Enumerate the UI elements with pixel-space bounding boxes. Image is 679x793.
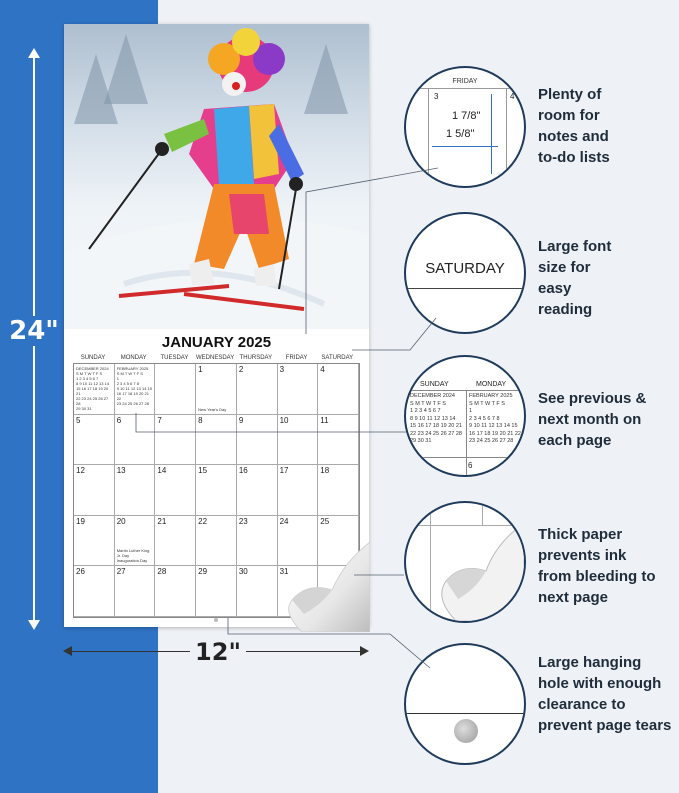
holiday-label: New Year's Day: [198, 406, 227, 412]
day-cell: [196, 516, 237, 567]
day-number: 18: [320, 466, 330, 476]
zoom-circle-minimonths: [404, 355, 526, 477]
mini-month-title: FEBRUARY 2025: [116, 366, 149, 371]
height-measure-line: [491, 94, 492, 174]
day-number: 22: [198, 516, 208, 526]
weekday-header: THURSDAY: [239, 355, 273, 361]
mini-month-row: 8 9 10 11 12 13 14: [76, 381, 110, 386]
day-cell: [115, 516, 156, 567]
day-number: 4: [320, 365, 325, 374]
day-cell: [237, 516, 278, 567]
day-cell: [278, 465, 319, 516]
hanging-hole: [214, 618, 218, 622]
header-line: [406, 288, 524, 289]
zoom-mini-next-month: [469, 393, 521, 446]
day-number: 24: [279, 516, 289, 526]
mini-next-month: [117, 366, 155, 406]
day-number: 23: [238, 516, 248, 526]
zoom-circle-font: [404, 212, 526, 334]
mini-month-row: 1 2 3 4 5 6 7: [410, 408, 441, 414]
feature-text-paper: Thick paper prevents ink from bleeding to next page: [538, 526, 656, 606]
mini-month-head: S M T W T F S: [76, 371, 103, 376]
day-cell: [74, 465, 115, 516]
day-cell: [196, 465, 237, 516]
day-cell: [74, 516, 115, 567]
day-cell: [318, 415, 359, 466]
day-number: 27: [116, 567, 126, 577]
mini-prev-month: [76, 366, 114, 411]
feature-text-font: Large font size for easy reading: [538, 238, 612, 318]
day-number: 5: [76, 415, 81, 425]
arrow-down-icon: [28, 620, 40, 630]
feature-text-notes: Plenty of room for notes and to-do lists: [538, 86, 610, 166]
day-cell: [115, 364, 156, 415]
mini-month-row: 29 30 31: [410, 438, 432, 444]
zoom-circle-notes: [404, 66, 526, 188]
arrow-right-icon: [360, 646, 369, 656]
day-number: 20: [116, 516, 126, 526]
day-cell: [115, 465, 156, 516]
day-number: 29: [198, 567, 208, 577]
zoom-circle-hole: [404, 643, 526, 765]
day-number: 8: [198, 415, 203, 425]
day-number: 15: [198, 466, 208, 476]
day-cell: [155, 364, 196, 415]
feature-text-minimonths: See previous & next month on each page: [538, 390, 647, 449]
day-cell: [115, 415, 156, 466]
cell-line: [466, 390, 467, 475]
mini-month-row: 23 24 25 26 27 28: [469, 438, 514, 444]
mini-month-head: S M T W T F S: [469, 400, 505, 407]
day-cell: [318, 364, 359, 415]
mini-month-head: S M T W T F S: [410, 400, 446, 407]
height-measure-label: 1 7/8": [452, 110, 481, 122]
mini-month-row: 1: [469, 408, 473, 414]
width-measure-label: 1 5/8": [446, 128, 475, 140]
day-number: 13: [116, 466, 126, 476]
day-number: 9: [238, 415, 244, 425]
day-number: 12: [76, 466, 85, 476]
weekday-header: SUNDAY: [80, 355, 106, 361]
zoom-right-number: 4: [510, 92, 515, 101]
height-label: 24": [6, 316, 62, 346]
day-number: 28: [157, 567, 167, 577]
day-number: 1: [198, 365, 203, 374]
day-number: 19: [76, 516, 85, 526]
mini-month-row: 9 10 11 12 13 14 15: [469, 423, 518, 429]
zoom-mini-prev-month: [410, 393, 462, 446]
weekday-header: FRIDAY: [285, 355, 308, 361]
mini-month-head: S M T W T F S: [116, 371, 143, 376]
mini-month-row: 22 23 24 25 26 27 28: [410, 430, 462, 437]
day-number: 31: [279, 567, 289, 577]
calendar-photo: [64, 24, 369, 329]
mini-month-row: 16 17 18 19 20 21 22: [116, 391, 149, 401]
day-number: 30: [238, 567, 248, 577]
wall-calendar: [64, 24, 369, 627]
header-line: [406, 390, 524, 391]
weekday-header: SATURDAY: [321, 355, 354, 361]
day-number: 7: [157, 415, 162, 425]
day-cell: [318, 465, 359, 516]
day-cell: [155, 465, 196, 516]
month-title: JANUARY 2025: [161, 334, 272, 351]
mini-month-row: 2 3 4 5 6 7 8: [116, 381, 139, 386]
cell-line: [406, 457, 524, 458]
holiday-label: Martin Luther King Jr. Day Inauguration Day: [116, 548, 150, 564]
mini-month-title: FEBRUARY 2025: [469, 393, 513, 399]
arrow-up-icon: [28, 48, 40, 58]
cell-line: [428, 88, 429, 188]
mini-month-title: DECEMBER 2024: [76, 366, 109, 371]
day-number: 6: [116, 415, 122, 425]
page-edge-line: [406, 713, 524, 714]
day-number: 3: [279, 365, 285, 374]
weekday-header: MONDAY: [120, 355, 147, 361]
width-label: 12": [190, 638, 246, 666]
zoom-day-number: 6: [468, 461, 473, 470]
day-cell: [115, 566, 156, 617]
paper-curl-zoom: [406, 503, 524, 621]
mini-month-row: 9 10 11 12 13 14 15: [116, 386, 152, 391]
mini-month-row: 16 17 18 19 20 21 22: [469, 430, 521, 437]
zoom-sunday-label: SUNDAY: [420, 381, 449, 388]
day-cell: [237, 465, 278, 516]
day-number: 11: [320, 415, 329, 425]
day-number: 14: [157, 466, 167, 476]
zoom-monday-label: MONDAY: [476, 381, 507, 388]
day-cell: [155, 566, 196, 617]
skier-clown-illustration: [64, 24, 369, 329]
mini-month-row: 8 9 10 11 12 13 14: [410, 415, 456, 422]
mini-month-row: 1: [116, 376, 119, 381]
feature-text-hole: Large hanging hole with enough clearance to prevent page tears: [538, 654, 672, 734]
day-number: 16: [238, 466, 248, 476]
day-number: 2: [238, 365, 244, 374]
width-measure-line: [432, 146, 498, 147]
day-number: 21: [157, 516, 167, 526]
day-number: 17: [279, 466, 289, 476]
mini-month-title: DECEMBER 2024: [410, 393, 455, 399]
mini-month-row: 15 16 17 18 19 20 21: [410, 423, 462, 429]
cell-line: [506, 88, 507, 188]
mini-month-row: 1 2 3 4 5 6 7: [76, 376, 99, 381]
zoom-saturday-label: SATURDAY: [425, 260, 505, 277]
arrow-left-icon: [63, 646, 72, 656]
day-cell: [196, 364, 237, 415]
mini-month-row: 29 30 31: [76, 406, 92, 411]
day-cell: [155, 415, 196, 466]
day-cell: [278, 415, 319, 466]
weekday-header: WEDNESDAY: [196, 355, 235, 361]
day-cell: [74, 566, 115, 617]
zoom-day-label: FRIDAY: [452, 78, 478, 85]
day-cell: [196, 415, 237, 466]
mini-month-row: 2 3 4 5 6 7 8: [469, 415, 500, 422]
day-cell: [74, 364, 115, 415]
weekday-header: TUESDAY: [160, 355, 189, 361]
mini-month-row: 15 16 17 18 19 20 21: [76, 386, 109, 396]
day-number: 25: [320, 516, 330, 526]
day-cell: [74, 415, 115, 466]
mini-month-row: 23 24 25 26 27 28: [116, 401, 149, 406]
zoom-circle-paper: [404, 501, 526, 623]
day-number: 26: [76, 567, 85, 577]
day-number: 10: [279, 415, 289, 425]
day-cell: [237, 364, 278, 415]
day-cell: [196, 566, 237, 617]
day-cell: [237, 415, 278, 466]
day-cell: [278, 364, 319, 415]
hanging-hole-zoom: [454, 719, 478, 743]
mini-month-row: 22 23 24 25 26 27 28: [76, 396, 109, 406]
zoom-left-number: 3: [434, 92, 439, 101]
day-cell: [237, 566, 278, 617]
page-curl-illustration: [279, 542, 370, 632]
day-cell: [155, 516, 196, 567]
